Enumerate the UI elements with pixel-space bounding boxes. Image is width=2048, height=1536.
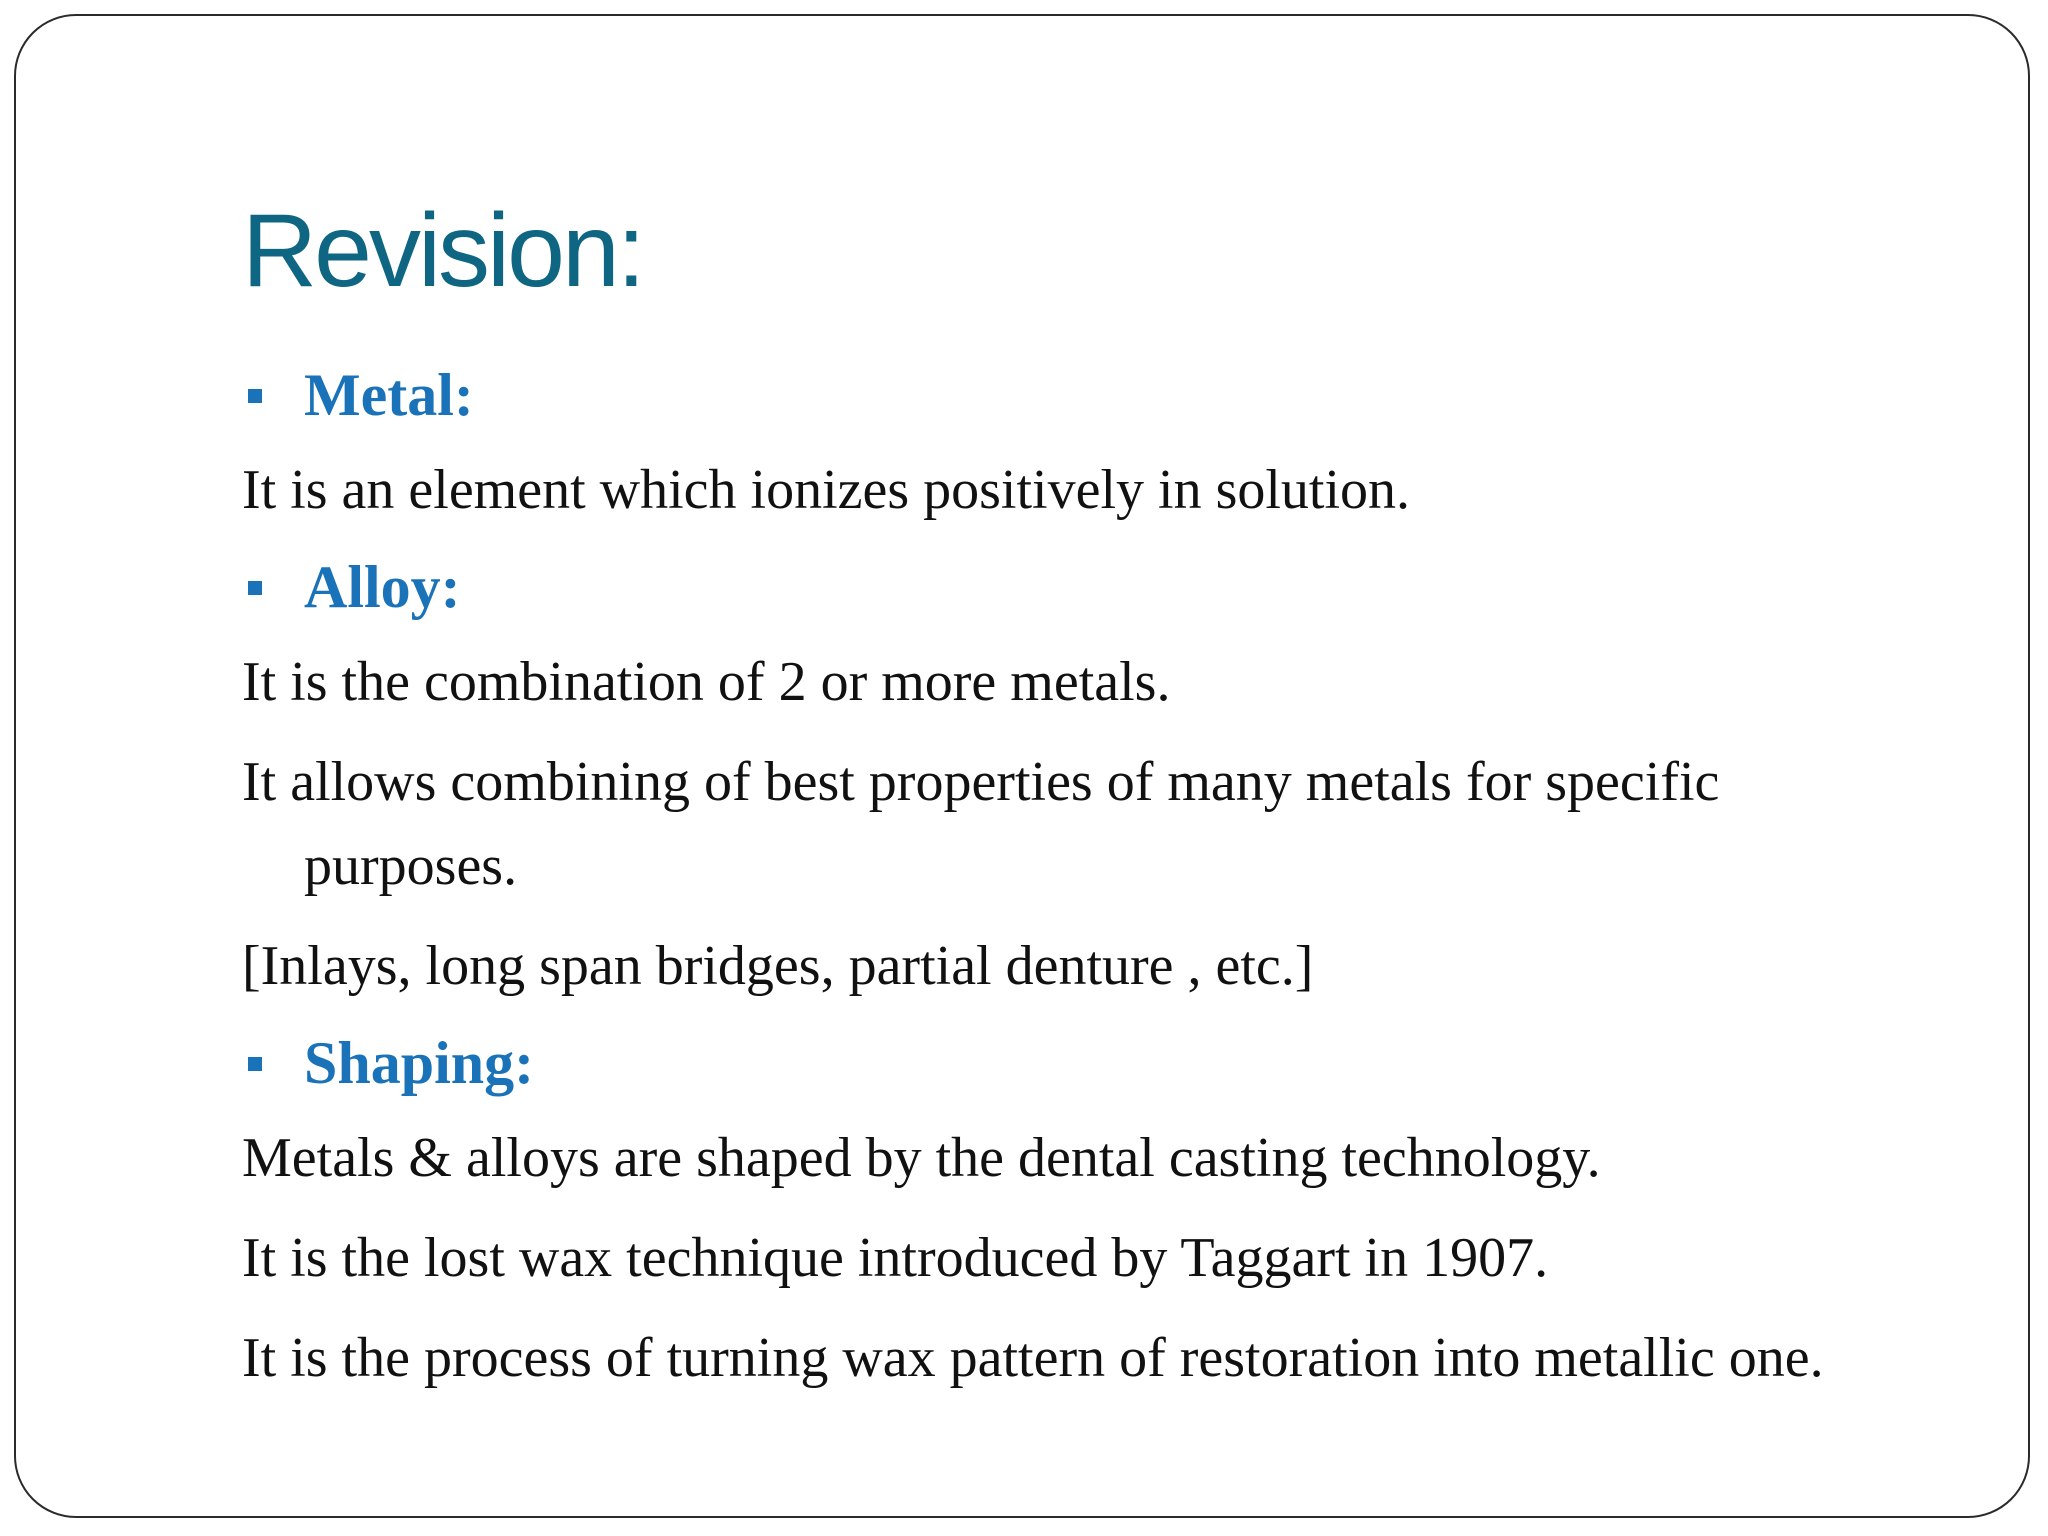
metal-definition: It is an element which ionizes positively in solution.: [242, 459, 1411, 521]
shaping-method: Metals & alloys are shaped by the dental casting technology.: [242, 1127, 1601, 1189]
alloy-examples: [Inlays, long span bridges, partial denture , etc.]: [242, 935, 1314, 997]
section-heading-metal: [242, 346, 1922, 444]
slide: [14, 14, 2030, 1518]
square-bullet-icon: [248, 389, 262, 403]
slide-content: [242, 346, 1922, 1400]
square-bullet-icon: [248, 581, 262, 595]
alloy-benefit: It allows combining of best properties of many metals for specific purposes.: [242, 751, 1720, 897]
section-heading-alloy: [242, 538, 1922, 636]
section-heading-label: Metal:: [304, 361, 474, 428]
shaping-history: It is the lost wax technique introduced by Taggart in 1907.: [242, 1227, 1549, 1289]
section-heading-shaping: [242, 1014, 1922, 1112]
square-bullet-icon: [248, 1057, 262, 1071]
slide-title: Revision:: [242, 193, 643, 309]
section-heading-label: Shaping:: [304, 1029, 535, 1096]
section-heading-label: Alloy:: [304, 553, 461, 620]
shaping-process: It is the process of turning wax pattern of restoration into metallic one.: [242, 1327, 1824, 1389]
alloy-definition: It is the combination of 2 or more metals.: [242, 651, 1171, 713]
